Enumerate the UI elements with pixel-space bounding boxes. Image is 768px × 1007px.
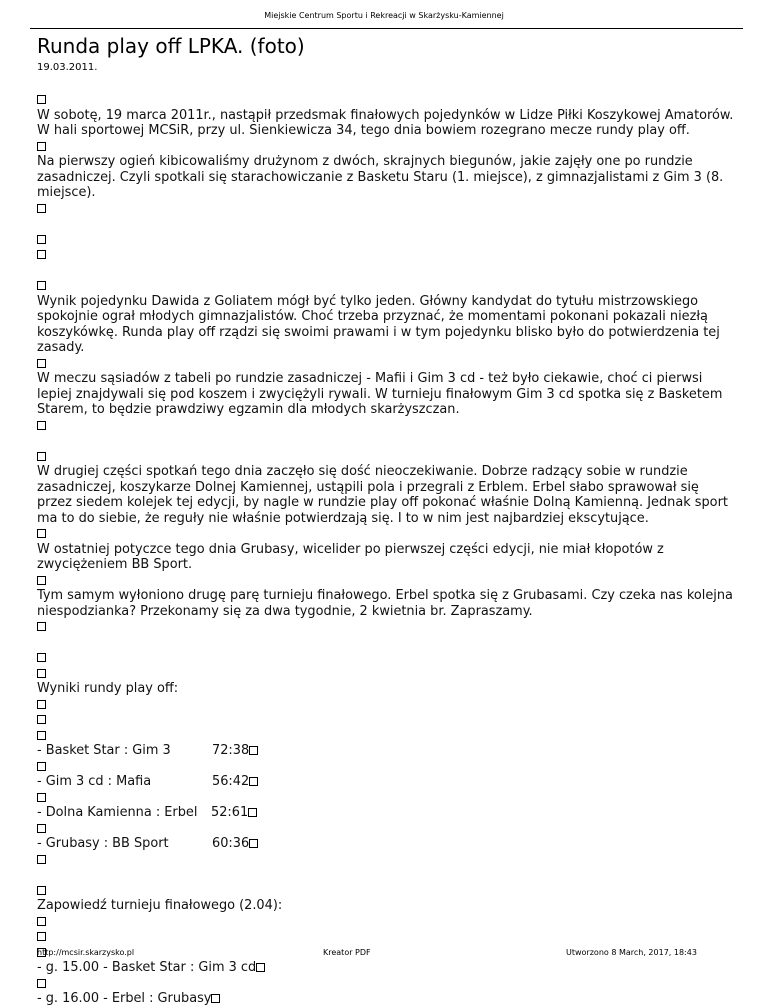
preview-item [37,991,737,1007]
result-score: 60:36 [212,836,250,851]
footer-created: Utworzono 8 March, 2017, 18:43 [566,948,697,957]
missing-glyph-icon [249,777,258,786]
missing-glyph-icon [37,95,46,104]
missing-glyph-icon [37,917,46,926]
missing-glyph-icon [37,250,46,259]
missing-glyph-icon [211,994,220,1003]
result-score: 56:42 [212,774,250,789]
article-date: 19.03.2011. [37,62,98,73]
result-match: - Gim 3 cd : Mafia [37,774,152,789]
missing-glyph-icon [37,731,46,740]
result-row [37,836,737,852]
missing-glyph-icon [37,979,46,988]
missing-glyph-icon [37,281,46,290]
missing-glyph-icon [37,452,46,461]
paragraph: Tym samym wyłoniono drugę parę turnieju finałowego. Erbel spotka się z Grubasami. Czy czeka nas kolejna niespodzianka? Przekonamy się za dwa tygodnie, 2 kwietnia br. Zapraszamy. [37,588,733,619]
result-match: - Basket Star : Gim 3 [37,743,171,758]
preview-item [37,960,737,976]
preview-heading: Zapowiedź turnieju finałowego (2.04): [37,898,283,913]
header-divider [30,28,743,29]
missing-glyph-icon [37,653,46,662]
preview-text: - g. 16.00 - Erbel : Grubasy [37,991,212,1006]
result-match: - Dolna Kamienna : Erbel [37,805,198,820]
article-body [37,92,737,1007]
paragraph: W drugiej części spotkań tego dnia zaczęło się dość nieoczekiwanie. Dobrze radzący sobie w rundzie zasadniczej, koszykarze Dolnej Kamiennej, ustąpili pola i przegrali z Erblem. Erbel słabo sprawował się przez siedem kolejek tej edycji, by nagle w rundzie play off pokonać właśnie Dolną Kamienną. Jednak sport ma to do siebie, że reguły nie właśnie potwierdzają się. I to w nim jest najbardziej ekscytujące. [37,464,728,526]
missing-glyph-icon [37,715,46,724]
paragraph: Wynik pojedynku Dawida z Goliatem mógł być tylko jeden. Główny kandydat do tytułu mistrzowskiego spokojnie ograł młodych gimnazjalistów. Choć trzeba przyznać, że momentami pokonani pokazali niezłą koszykówkę. Runda play off rządzi się swoimi prawami i w tym pojedynku blisko było do potwierdzenia tej zasady. [37,293,720,355]
missing-glyph-icon [37,359,46,368]
missing-glyph-icon [37,855,46,864]
paragraph: W ostatniej potyczce tego dnia Grubasy, wicelider po pierwszej części edycji, nie miał kłopotów z zwyciężeniem BB Sport. [37,541,664,572]
missing-glyph-icon [37,576,46,585]
missing-glyph-icon [37,622,46,631]
footer-generator: Kreator PDF [323,948,371,957]
footer-url-link[interactable]: http://mcsir.skarzysko.pl [37,948,135,957]
missing-glyph-icon [37,204,46,213]
missing-glyph-icon [37,421,46,430]
missing-glyph-icon [37,700,46,709]
result-score: 72:38 [212,743,250,758]
preview-text: - g. 15.00 - Basket Star : Gim 3 cd [37,960,257,975]
missing-glyph-icon [37,142,46,151]
site-header: Miejskie Centrum Sportu i Rekreacji w Skarżysku-Kamiennej [264,11,504,20]
paragraph: W meczu sąsiadów z tabeli po rundzie zasadniczej - Mafii i Gim 3 cd - też było ciekawie, choć ci pierwsi lepiej znajdywali się pod koszem i zwyciężyli rywali. W turnieju finałowym Gim 3 cd spotka się z Basketem Starem, to będzie prawdziwy egzamin dla młodych skarżyszczan. [37,371,723,417]
missing-glyph-icon [256,963,265,972]
result-score: 52:61 [211,805,249,820]
result-row [37,805,737,821]
paragraph: W sobotę, 19 marca 2011r., nastąpił przedsmak finałowych pojedynków w Lidze Piłki Koszykowej Amatorów. W hali sportowej MCSiR, przy ul. Sienkiewicza 34, tego dnia bowiem rozegrano mecze rundy play off. [37,107,734,138]
missing-glyph-icon [37,886,46,895]
page-title: Runda play off LPKA. (foto) [37,34,305,58]
missing-glyph-icon [249,839,258,848]
results-heading: Wyniki rundy play off: [37,681,179,696]
missing-glyph-icon [37,762,46,771]
missing-glyph-icon [37,824,46,833]
result-row [37,774,737,790]
paragraph: Na pierwszy ogień kibicowaliśmy drużynom z dwóch, skrajnych biegunów, jakie zajęły one po rundzie zasadniczej. Czyli spotkali się starachowiczanie z Basketu Staru (1. miejsce), z gimnazjalistami z Gim 3 (8. miejsce). [37,154,724,200]
missing-glyph-icon [37,669,46,678]
missing-glyph-icon [249,746,258,755]
result-row [37,743,737,759]
missing-glyph-icon [37,235,46,244]
missing-glyph-icon [37,932,46,941]
missing-glyph-icon [37,529,46,538]
result-match: - Grubasy : BB Sport [37,836,169,851]
missing-glyph-icon [37,793,46,802]
missing-glyph-icon [248,808,257,817]
